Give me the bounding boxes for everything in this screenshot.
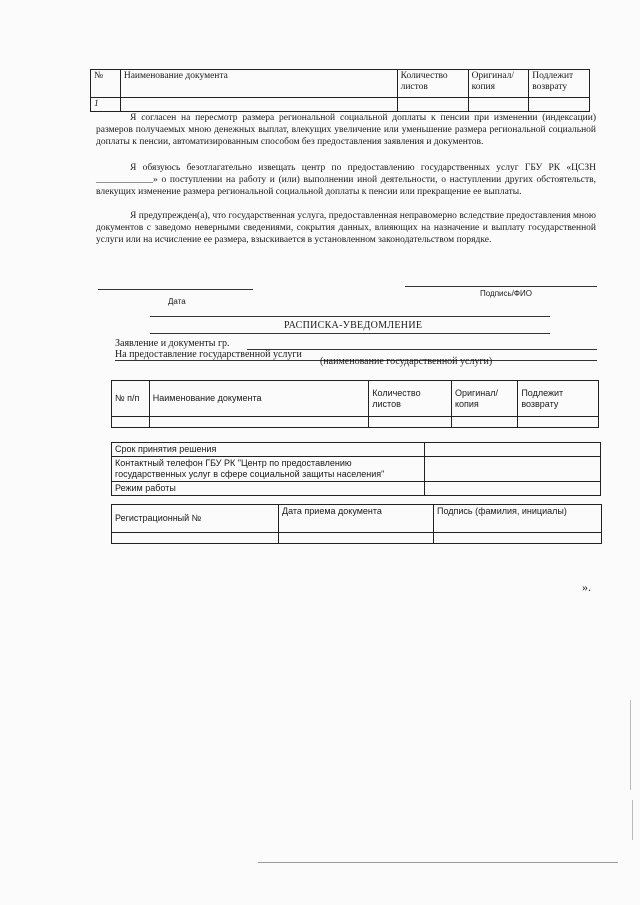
col-number-header: № (91, 70, 121, 98)
bottom-scan-line (258, 862, 618, 863)
scan-edge-mark (632, 800, 633, 840)
table-cell (397, 98, 468, 112)
scan-edge-mark (630, 700, 631, 790)
decision-term-value (425, 443, 601, 457)
receipt-top-line (150, 316, 550, 317)
col-sheets-header: Количество листов (369, 381, 452, 417)
warning-paragraph: Я предупрежден(а), что государственная услуга, предоставленная неправомерно вследствие предоставления мною документов с заведомо неверными сведениями, сокрытия данных, влияющих на назначение и выплату государственной услуги или на исчисление ее размера, взыскивается в установленном законодательством порядке. (96, 211, 596, 245)
table-cell (112, 533, 279, 544)
col-sheets-header: Количество листов (397, 70, 468, 98)
info-table (111, 442, 601, 496)
acceptance-date-header: Дата приема документа (279, 505, 434, 533)
closing-quote: ». (582, 580, 591, 594)
table-cell (451, 417, 517, 428)
table-cell: 1 (91, 98, 121, 112)
date-line (98, 289, 253, 290)
table-cell (369, 417, 452, 428)
decision-term-label: Срок принятия решения (112, 443, 425, 457)
signature-label: Подпись/ФИО (480, 289, 532, 298)
table-cell (112, 417, 150, 428)
signature-header: Подпись (фамилия, инициалы) (434, 505, 602, 533)
table-cell (468, 98, 529, 112)
col-number-header: № п/п (112, 381, 150, 417)
registration-table (111, 504, 602, 544)
table-cell (279, 533, 434, 544)
documents-table-2 (111, 380, 599, 428)
table-cell (434, 533, 602, 544)
col-return-header: Подлежит возврату (518, 381, 599, 417)
col-original-header: Оригинал/копия (468, 70, 529, 98)
working-hours-value (425, 482, 601, 496)
col-name-header: Наименование документа (149, 381, 369, 417)
table-cell (529, 98, 590, 112)
service-caption: (наименование государственной услуги) (320, 356, 493, 367)
receipt-title: РАСПИСКА-УВЕДОМЛЕНИЕ (284, 320, 423, 331)
contact-phone-value (425, 457, 601, 482)
consent-paragraph: Я согласен на пересмотр размера региональной социальной доплаты к пенсии при изменении (индексации) размеров получаемых мною денежных выплат, влекущих увеличение или уменьшение размера региональной социальной доплаты к пенсии, автоматизированным способом без предоставления заявления и документов. (96, 113, 596, 147)
date-label: Дата (168, 297, 186, 306)
col-original-header: Оригинал/копия (451, 381, 517, 417)
registration-number-header: Регистрационный № (112, 505, 279, 533)
documents-table-1 (90, 69, 590, 112)
table-cell (518, 417, 599, 428)
service-label: На предоставление государственной услуги (115, 349, 302, 360)
contact-phone-label: Контактный телефон ГБУ РК "Центр по предоставлению государственных услуг в сфере социальной защиты населения" (112, 457, 425, 482)
col-name-header: Наименование документа (120, 70, 397, 98)
applicant-label: Заявление и документы гр. (115, 338, 230, 349)
table-cell (120, 98, 397, 112)
col-return-header: Подлежит возврату (529, 70, 590, 98)
obligation-paragraph: Я обязуюсь безотлагательно извещать центр по предоставлению государственных услуг ГБУ РК «ЦСЗН ____________» о поступлении на работу и (или) выполнении иной деятельности, о наступлении других обстоятельств, влекущих изменение размера региональной социальной доплаты к пенсии или прекращение ее выплаты. (96, 163, 596, 197)
signature-line (405, 286, 597, 287)
table-cell (149, 417, 369, 428)
receipt-title-underline (150, 333, 550, 334)
working-hours-label: Режим работы (112, 482, 425, 496)
